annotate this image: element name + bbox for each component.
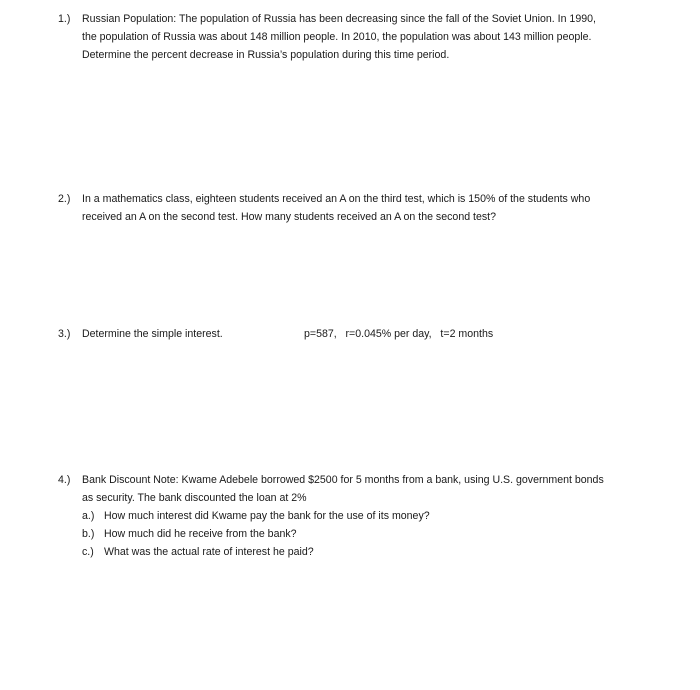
problem-4-part-c-label: c.) (82, 546, 94, 558)
problem-4 (58, 471, 668, 561)
problem-2-number: 2.) (58, 193, 71, 205)
problem-1 (58, 10, 668, 64)
problem-4-text-line-2: as security. The bank discounted the loan at 2% (82, 492, 307, 504)
problem-1-text-line-3: Determine the percent decrease in Russia’s population during this time period. (82, 49, 450, 61)
problem-4-part-c (58, 543, 668, 561)
problem-2-text-line-2: received an A on the second test. How many students received an A on the second test? (82, 211, 497, 223)
problem-4-part-b-text: How much did he receive from the bank? (104, 528, 297, 540)
problem-3 (58, 325, 668, 343)
problem-2 (58, 190, 668, 226)
problem-4-part-c-text: What was the actual rate of interest he paid? (104, 546, 314, 558)
problem-4-part-b-label: b.) (82, 528, 95, 540)
problem-3-given-values: p=587, r=0.045% per day, t=2 months (304, 328, 494, 340)
problem-4-part-a-text: How much interest did Kwame pay the bank for the use of its money? (104, 510, 430, 522)
problem-1-text-line-2: the population of Russia was about 148 million people. In 2010, the population was about 143 million people. (82, 31, 592, 43)
problem-4-line-1 (58, 471, 668, 489)
problem-3-text: Determine the simple interest. (82, 328, 223, 340)
problem-4-text-line-1: Bank Discount Note: Kwame Adebele borrowed $2500 for 5 months from a bank, using U.S. government bonds (82, 474, 604, 486)
problem-3-line-1 (58, 325, 668, 343)
problem-2-line-1 (58, 190, 668, 208)
problem-4-part-a (58, 507, 668, 525)
problem-2-text-line-1: In a mathematics class, eighteen students received an A on the third test, which is 150% of the students who (82, 193, 591, 205)
problem-3-number: 3.) (58, 328, 71, 340)
problem-1-line-1 (58, 10, 668, 28)
problem-1-number: 1.) (58, 13, 71, 25)
problem-4-number: 4.) (58, 474, 71, 486)
problem-4-part-b (58, 525, 668, 543)
problem-4-part-a-label: a.) (82, 510, 95, 522)
problem-1-text-line-1: Russian Population: The population of Russia has been decreasing since the fall of the Soviet Union. In 1990, (82, 13, 596, 25)
